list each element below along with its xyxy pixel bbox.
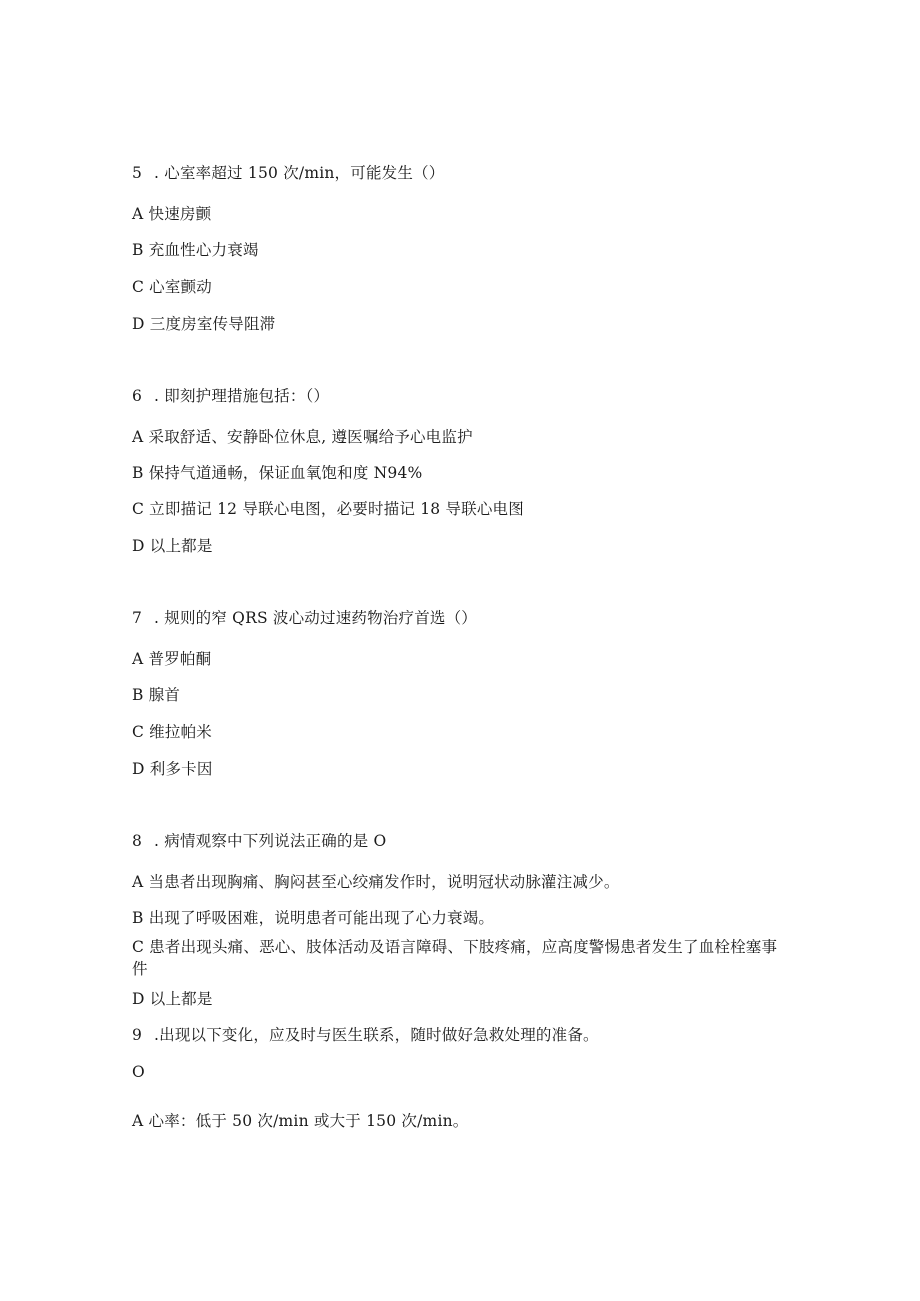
question-7-option-a: A 普罗帕酮 xyxy=(132,650,212,668)
question-number: 5 xyxy=(132,164,143,182)
question-text: . 即刻护理措施包括：（） xyxy=(154,387,330,405)
question-5-option-a: A 快速房颤 xyxy=(132,205,212,223)
question-6-option-c: C 立即描记 12 导联心电图，必要时描记 18 导联心电图 xyxy=(132,500,524,518)
question-6-option-a: A 采取舒适、安静卧位休息, 遵医嘱给予心电监护 xyxy=(132,428,473,446)
question-text: . 心室率超过 150 次/min，可能发生（） xyxy=(154,164,445,182)
question-number: 6 xyxy=(132,387,143,405)
question-8-option-d: D 以上都是 xyxy=(132,990,213,1008)
question-7-stem xyxy=(132,608,477,628)
question-text: .出现以下变化，应及时与医生联系，随时做好急救处理的准备。 xyxy=(154,1026,599,1044)
question-5-option-b: B 充血性心力衰竭 xyxy=(132,241,259,259)
question-7-option-b: B 腺首 xyxy=(132,686,181,704)
question-7-option-d: D 利多卡因 xyxy=(132,760,213,778)
question-8-option-b: B 出现了呼吸困难，说明患者可能出现了心力衰竭。 xyxy=(132,909,495,927)
question-6-option-b: B 保持气道通畅，保证血氧饱和度 N94% xyxy=(132,464,423,482)
question-8-option-c: C 患者出现头痛、恶心、肢体活动及语言障碍、下肢疼痛，应高度警惕患者发生了血栓栓塞事件 xyxy=(132,938,778,978)
question-9-answer-blank: O xyxy=(132,1063,145,1081)
question-number: 7 xyxy=(132,609,143,627)
question-5-option-c: C 心室颤动 xyxy=(132,278,212,296)
question-9-option-a: A 心率：低于 50 次/min 或大于 150 次/min。 xyxy=(132,1112,469,1130)
question-5-option-d: D 三度房室传导阻滞 xyxy=(132,315,276,333)
question-number: 9 xyxy=(132,1026,143,1044)
question-text: . 病情观察中下列说法正确的是 O xyxy=(154,832,387,850)
question-8-stem xyxy=(132,831,386,851)
question-6-option-d: D 以上都是 xyxy=(132,537,213,555)
question-text: . 规则的窄 QRS 波心动过速药物治疗首选（） xyxy=(154,609,478,627)
question-9-stem xyxy=(132,1025,599,1045)
question-5-stem xyxy=(132,163,444,183)
question-number: 8 xyxy=(132,832,143,850)
question-8-option-a: A 当患者出现胸痛、胸闷甚至心绞痛发作时，说明冠状动脉灌注减少。 xyxy=(132,873,620,891)
question-6-stem xyxy=(132,386,329,406)
question-7-option-c: C 维拉帕米 xyxy=(132,723,212,741)
